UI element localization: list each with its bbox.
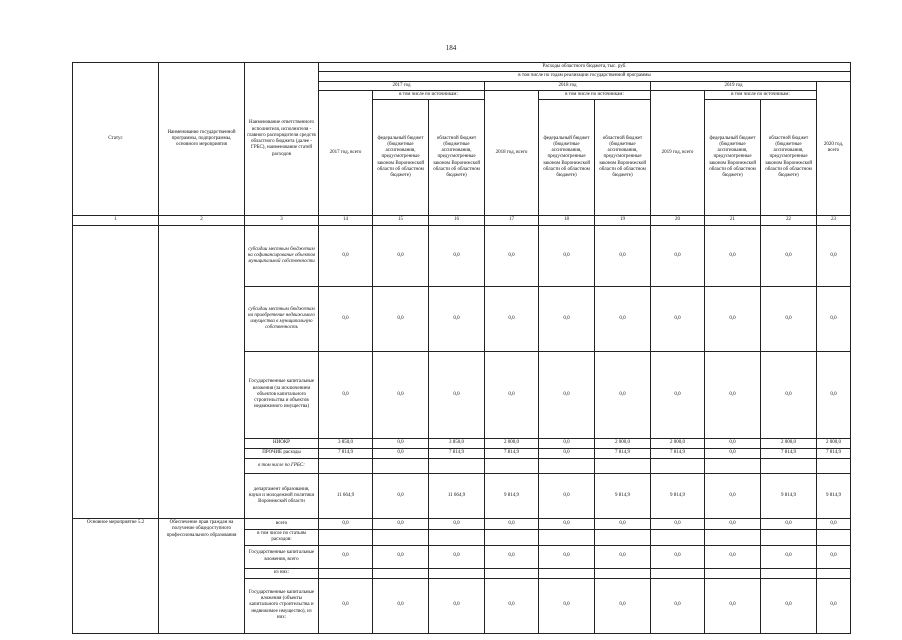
value-cell: 0,0 xyxy=(651,226,705,287)
header-total-2019: 2019 год, всего xyxy=(651,90,705,215)
value-cell: 0,0 xyxy=(817,545,851,568)
header-year-2019: 2019 год xyxy=(651,81,817,90)
value-cell: 0,0 xyxy=(429,545,485,568)
value-cell: 0,0 xyxy=(761,287,817,352)
value-cell: 0,0 xyxy=(539,352,595,439)
value-cell: 0,0 xyxy=(429,519,485,530)
row-label: из них: xyxy=(245,568,319,578)
header-federal-2018: федеральный бюджет (бюджетные ассигнования, предусмотренные законом Воронежской области об областном бюджете) xyxy=(539,100,595,216)
value-cell: 0,0 xyxy=(373,449,429,459)
value-cell: 0,0 xyxy=(373,578,429,633)
header-status: Статус xyxy=(73,63,159,216)
value-cell: 0,0 xyxy=(595,226,651,287)
value-cell: 0,0 xyxy=(539,474,595,519)
value-cell: 7 814,9 xyxy=(761,449,817,459)
value-cell: 0,0 xyxy=(319,578,373,633)
value-cell: 9 814,9 xyxy=(761,474,817,519)
value-cell: 0,0 xyxy=(373,352,429,439)
value-cell: 7 814,9 xyxy=(817,449,851,459)
value-cell: 0,0 xyxy=(761,519,817,530)
value-cell: 0,0 xyxy=(373,439,429,449)
column-number: 22 xyxy=(761,216,817,226)
value-cell: 0,0 xyxy=(817,519,851,530)
row-label: всего xyxy=(245,519,319,530)
value-cell: 2 000,0 xyxy=(485,439,539,449)
value-cell: 0,0 xyxy=(485,287,539,352)
header-year-2017: 2017 год xyxy=(319,81,485,90)
value-cell: 0,0 xyxy=(539,519,595,530)
table-row xyxy=(73,226,851,287)
value-cell: 0,0 xyxy=(319,545,373,568)
value-cell xyxy=(761,459,817,474)
value-cell: 0,0 xyxy=(485,519,539,530)
column-number: 14 xyxy=(319,216,373,226)
column-number: 1 xyxy=(73,216,159,226)
program-cell-empty xyxy=(159,226,245,519)
row-label: Государственные капитальные вложения (объекты капитального строительства и недвижимое имущество), из них: xyxy=(245,578,319,633)
value-cell: 0,0 xyxy=(319,226,373,287)
budget-table xyxy=(72,62,851,634)
row-label: Государственные капитальные вложения (за исключением объектов капитального строительства и объектов недвижимого имущества) xyxy=(245,352,319,439)
value-cell: 7 814,9 xyxy=(651,449,705,459)
value-cell: 2 000,0 xyxy=(595,439,651,449)
value-cell: 7 814,9 xyxy=(319,449,373,459)
value-cell: 0,0 xyxy=(651,545,705,568)
value-cell: 0,0 xyxy=(429,287,485,352)
value-cell: 0,0 xyxy=(539,226,595,287)
value-cell: 9 814,9 xyxy=(485,474,539,519)
header-executor: Наименование ответственного исполнителя, исполнителя - главного распорядителя средств областного бюджета (далее - ГРБС), наименование статей расходов xyxy=(245,63,319,216)
value-cell: 0,0 xyxy=(373,474,429,519)
value-cell: 0,0 xyxy=(761,545,817,568)
row-label: департамент образования, науки и молодежной политики Воронежской области xyxy=(245,474,319,519)
value-cell: 0,0 xyxy=(705,439,761,449)
value-cell xyxy=(373,459,429,474)
page-number: 184 xyxy=(445,44,457,52)
column-number: 19 xyxy=(595,216,651,226)
value-cell: 9 814,9 xyxy=(651,474,705,519)
value-cell xyxy=(319,459,373,474)
measure-name: Обеспечение прав граждан на получение общедоступного профессионального образования xyxy=(159,519,245,634)
value-cell: 7 814,9 xyxy=(429,449,485,459)
value-cell: 0,0 xyxy=(651,352,705,439)
value-cell: 7 814,9 xyxy=(485,449,539,459)
row-label: Государственные капитальные вложения, всего xyxy=(245,545,319,568)
value-cell: 0,0 xyxy=(429,578,485,633)
value-cell xyxy=(539,459,595,474)
header-federal-2017: федеральный бюджет (бюджетные ассигнования, предусмотренные законом Воронежской области об областном бюджете) xyxy=(373,100,429,216)
header-federal-2019: федеральный бюджет (бюджетные ассигнования, предусмотренные законом Воронежской области об областном бюджете) xyxy=(705,100,761,216)
column-number: 2 xyxy=(159,216,245,226)
value-cell: 0,0 xyxy=(595,352,651,439)
value-cell: 0,0 xyxy=(485,578,539,633)
column-number: 16 xyxy=(429,216,485,226)
value-cell: 0,0 xyxy=(705,578,761,633)
column-number: 18 xyxy=(539,216,595,226)
value-cell xyxy=(485,459,539,474)
row-label: в том числе по статьям расходов: xyxy=(245,530,319,546)
row-label: НИОКР xyxy=(245,439,319,449)
value-cell: 0,0 xyxy=(705,287,761,352)
column-number: 15 xyxy=(373,216,429,226)
header-total-2018: 2018 год, всего xyxy=(485,90,539,215)
value-cell: 0,0 xyxy=(429,226,485,287)
value-cell: 9 814,9 xyxy=(817,474,851,519)
value-cell: 3 850,0 xyxy=(429,439,485,449)
value-cell xyxy=(595,459,651,474)
value-cell: 0,0 xyxy=(705,352,761,439)
value-cell: 11 664,9 xyxy=(429,474,485,519)
value-cell: 0,0 xyxy=(595,519,651,530)
value-cell: 0,0 xyxy=(761,578,817,633)
header-year-2018: 2018 год xyxy=(485,81,651,90)
value-cell: 0,0 xyxy=(705,226,761,287)
value-cell: 0,0 xyxy=(651,578,705,633)
value-cell: 11 664,9 xyxy=(319,474,373,519)
value-cell: 0,0 xyxy=(817,352,851,439)
value-cell: 0,0 xyxy=(539,578,595,633)
column-number: 17 xyxy=(485,216,539,226)
value-cell: 0,0 xyxy=(705,474,761,519)
header-budget-title: Расходы областного бюджета, тыс. руб. xyxy=(319,63,851,72)
header-sources-2018: в том числе по источникам: xyxy=(539,90,651,99)
value-cell: 0,0 xyxy=(319,287,373,352)
column-number: 21 xyxy=(705,216,761,226)
value-cell: 0,0 xyxy=(817,287,851,352)
row-label: ПРОЧИЕ расходы xyxy=(245,449,319,459)
value-cell: 0,0 xyxy=(373,226,429,287)
value-cell: 0,0 xyxy=(595,287,651,352)
value-cell: 0,0 xyxy=(485,545,539,568)
column-number: 23 xyxy=(817,216,851,226)
value-cell: 0,0 xyxy=(595,578,651,633)
value-cell: 0,0 xyxy=(429,352,485,439)
value-cell: 0,0 xyxy=(319,519,373,530)
header-regional-2019: областной бюджет (бюджетные ассигнования, предусмотренные законом Воронежской области об областном бюджете) xyxy=(761,100,817,216)
value-cell xyxy=(651,459,705,474)
header-total-2020: 2020 год, всего xyxy=(817,81,851,216)
value-cell: 2 000,0 xyxy=(817,439,851,449)
column-number: 20 xyxy=(651,216,705,226)
value-cell xyxy=(429,459,485,474)
value-cell: 0,0 xyxy=(485,226,539,287)
value-cell: 3 850,0 xyxy=(319,439,373,449)
column-number: 3 xyxy=(245,216,319,226)
value-cell: 0,0 xyxy=(651,519,705,530)
table-row xyxy=(73,519,851,530)
value-cell: 2 000,0 xyxy=(651,439,705,449)
value-cell xyxy=(817,459,851,474)
value-cell: 0,0 xyxy=(705,545,761,568)
value-cell: 2 000,0 xyxy=(761,439,817,449)
header-sources-2019: в том числе по источникам: xyxy=(705,90,817,99)
value-cell xyxy=(705,459,761,474)
value-cell: 0,0 xyxy=(373,519,429,530)
header-regional-2018: областной бюджет (бюджетные ассигнования, предусмотренные законом Воронежской области об областном бюджете) xyxy=(595,100,651,216)
value-cell: 0,0 xyxy=(651,287,705,352)
header-by-years: в том числе по годам реализации государственной программы xyxy=(319,72,851,81)
value-cell: 9 814,9 xyxy=(595,474,651,519)
row-label: субсидии местным бюджетам на приобретение недвижимого имущества в муниципальную собственность xyxy=(245,287,319,352)
value-cell: 0,0 xyxy=(373,545,429,568)
row-label: в том числе по ГРБС: xyxy=(245,459,319,474)
value-cell: 0,0 xyxy=(595,545,651,568)
header-program-name: Наименование государственной программы, подпрограммы, основного мероприятия xyxy=(159,63,245,216)
value-cell: 0,0 xyxy=(373,287,429,352)
header-sources-2017: в том числе по источникам: xyxy=(373,90,485,99)
value-cell: 0,0 xyxy=(485,352,539,439)
status-cell-empty xyxy=(73,226,159,519)
value-cell: 0,0 xyxy=(705,519,761,530)
value-cell: 0,0 xyxy=(319,352,373,439)
value-cell: 0,0 xyxy=(761,352,817,439)
value-cell: 0,0 xyxy=(539,287,595,352)
header-total-2017: 2017 год, всего xyxy=(319,90,373,215)
measure-status: Основное мероприятие 5.2 xyxy=(73,519,159,634)
value-cell: 0,0 xyxy=(539,545,595,568)
header-regional-2017: областной бюджет (бюджетные ассигнования, предусмотренные законом Воронежской области об областном бюджете) xyxy=(429,100,485,216)
value-cell: 0,0 xyxy=(817,226,851,287)
value-cell: 0,0 xyxy=(817,578,851,633)
value-cell: 0,0 xyxy=(705,449,761,459)
value-cell: 7 814,9 xyxy=(595,449,651,459)
value-cell: 0,0 xyxy=(539,439,595,449)
value-cell: 0,0 xyxy=(761,226,817,287)
value-cell: 0,0 xyxy=(539,449,595,459)
row-label: субсидии местным бюджетам на софинансирование объектов муниципальной собственности xyxy=(245,226,319,287)
